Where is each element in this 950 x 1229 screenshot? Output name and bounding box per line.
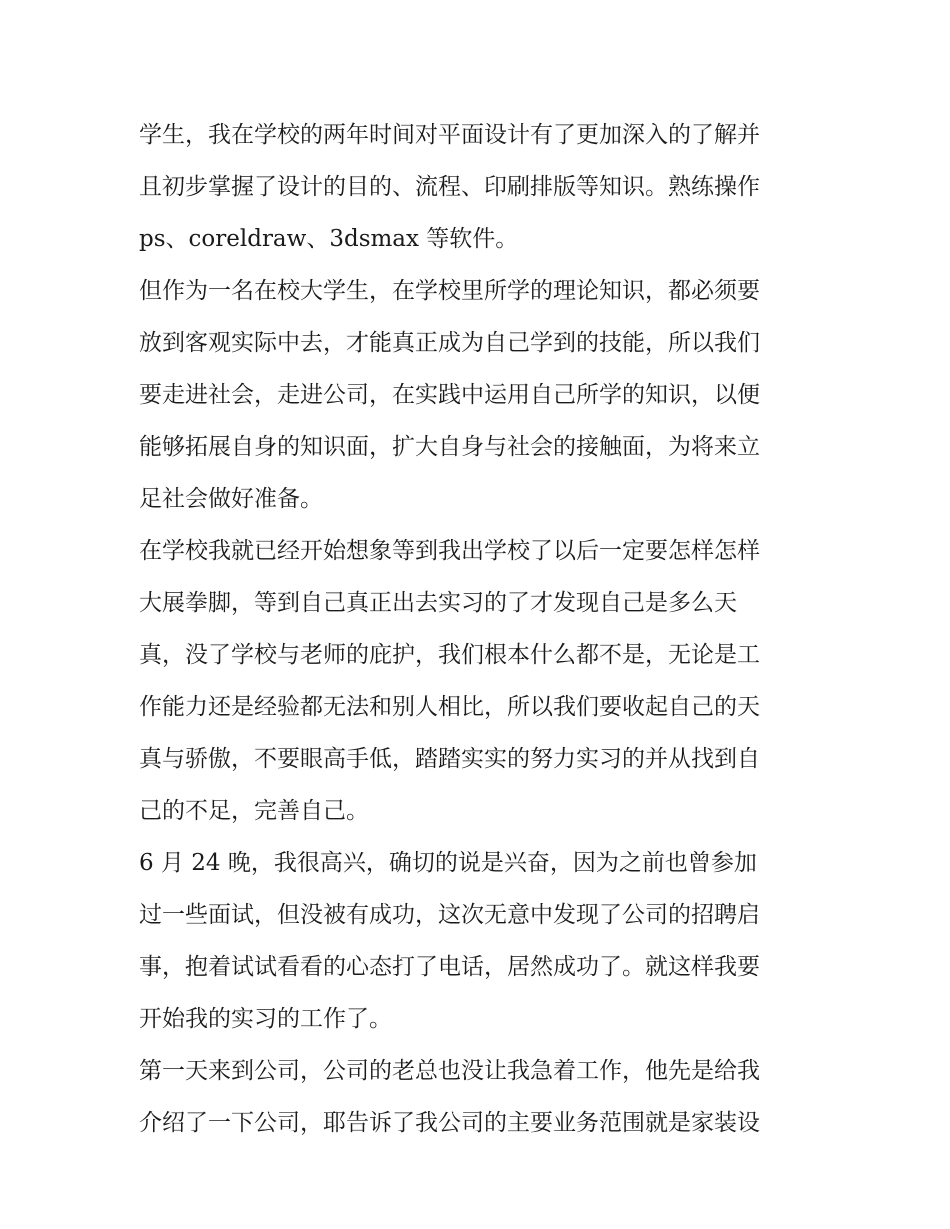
text-line: 真，没了学校与老师的庇护，我们根本什么都不是，无论是工 [139,642,760,668]
text-line: 学生，我在学校的两年时间对平面设计有了更加深入的了解并 [139,122,760,148]
text-line: 且初步掌握了设计的目的、流程、印刷排版等知识。熟练操作 [139,174,760,200]
text-line: 过一些面试，但没被有成功，这次无意中发现了公司的招聘启 [139,902,760,928]
text-line: 己的不足，完善自己。 [139,798,369,824]
text-line: ps、coreldraw、3dsmax 等软件。 [139,226,519,252]
text-line: 要走进社会，走进公司，在实践中运用自己所学的知识，以便 [139,382,760,408]
text-line: 事，抱着试试看看的心态打了电话，居然成功了。就这样我要 [139,954,760,980]
text-line: 在学校我就已经开始想象等到我出学校了以后一定要怎样怎样 [139,538,760,564]
text-line: 介绍了一下公司，耶告诉了我公司的主要业务范围就是家装设 [139,1110,760,1136]
text-line: 第一天来到公司，公司的老总也没让我急着工作，他先是给我 [139,1058,760,1084]
text-line: 放到客观实际中去，才能真正成为自己学到的技能，所以我们 [139,330,760,356]
text-line: 真与骄傲，不要眼高手低，踏踏实实的努力实习的并从找到自 [139,746,760,772]
document-body [139,109,819,1149]
text-line: 足社会做好准备。 [139,486,323,512]
text-line: 6 月 24 晚，我很高兴，确切的说是兴奋，因为之前也曾参加 [139,850,757,876]
text-line: 作能力还是经验都无法和别人相比，所以我们要收起自己的天 [139,694,760,720]
text-line: 但作为一名在校大学生，在学校里所学的理论知识，都必须要 [139,278,760,304]
text-line: 开始我的实习的工作了。 [139,1006,392,1032]
text-line: 能够拓展自身的知识面，扩大自身与社会的接触面，为将来立 [139,434,760,460]
text-line: 大展拳脚，等到自己真正出去实习的了才发现自己是多么天 [139,590,737,616]
